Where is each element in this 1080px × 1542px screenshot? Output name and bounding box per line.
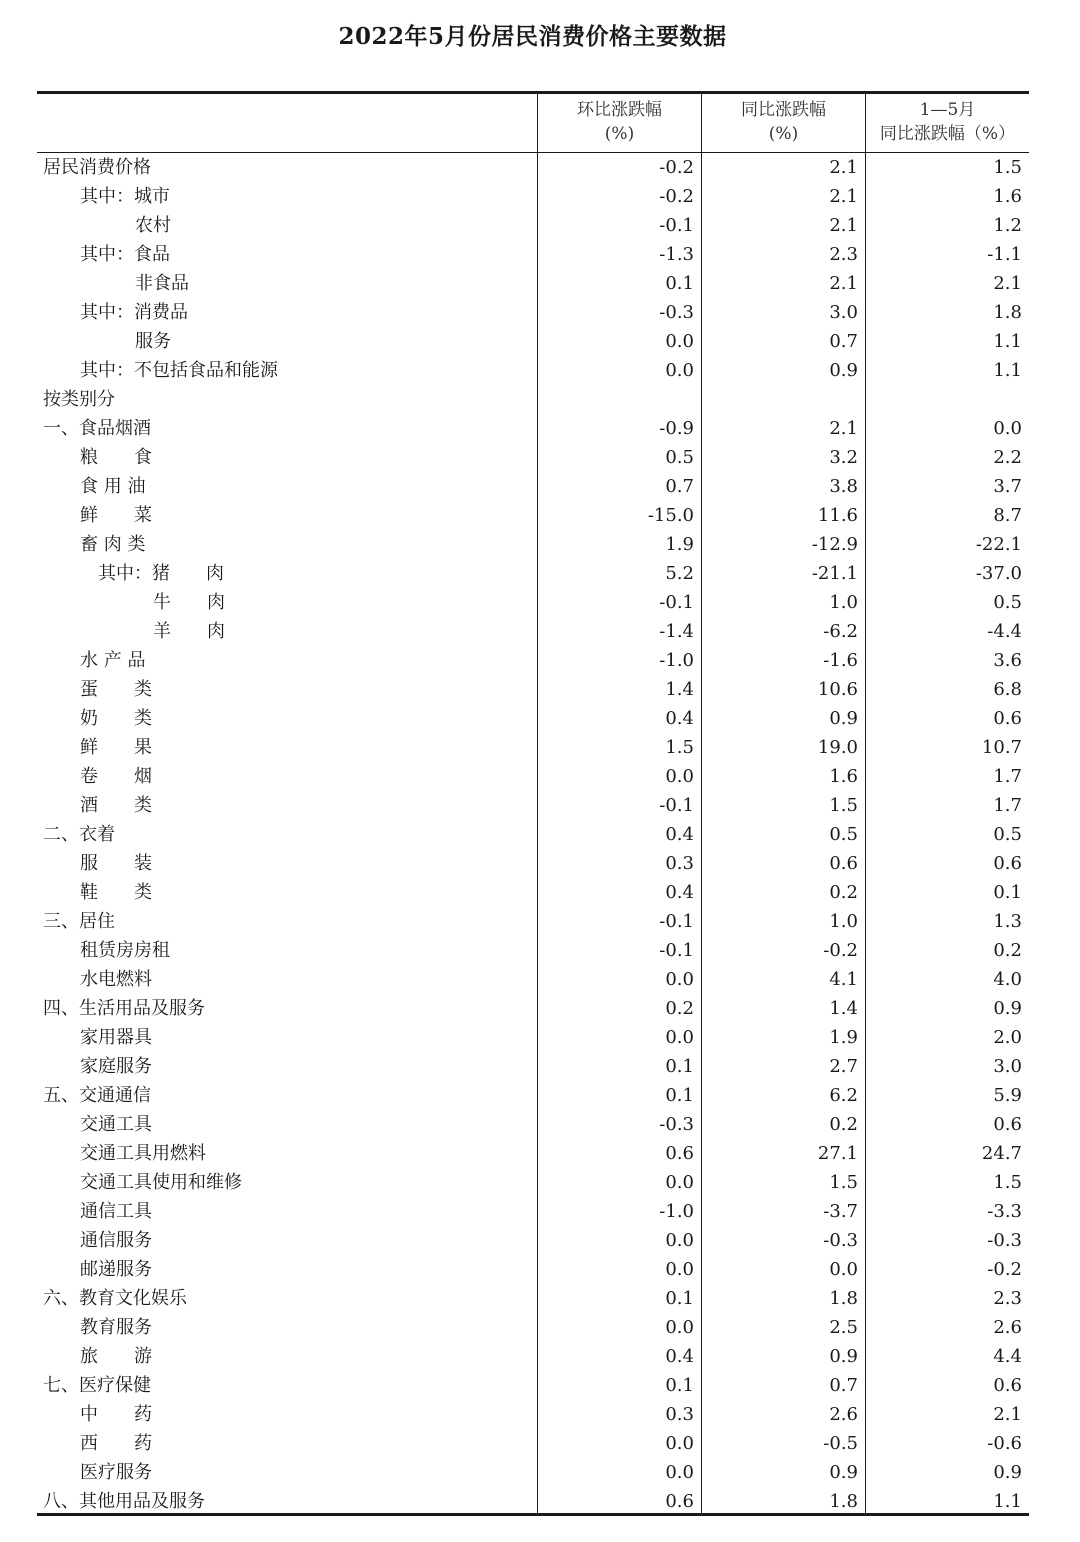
table-row — [0, 646, 1080, 675]
column-header-yoy — [702, 98, 865, 150]
yoy-value: 0.7 — [829, 331, 858, 352]
yoy-value: 19.0 — [817, 737, 858, 758]
table-row — [0, 1371, 1080, 1400]
ytd-value: 1.1 — [993, 331, 1022, 352]
mom-value: -1.0 — [659, 1201, 694, 1222]
mom-value: -1.4 — [659, 621, 694, 642]
mom-value: -0.1 — [659, 795, 694, 816]
table-row — [0, 1081, 1080, 1110]
ytd-value: 5.9 — [993, 1085, 1022, 1106]
ytd-value: 2.1 — [993, 273, 1022, 294]
yoy-value: 2.6 — [829, 1404, 858, 1425]
yoy-value: 1.6 — [829, 766, 858, 787]
table-row — [0, 588, 1080, 617]
table-row — [0, 878, 1080, 907]
table-row — [0, 965, 1080, 994]
row-label: 教育服务 — [80, 1317, 152, 1338]
ytd-value: 0.9 — [993, 998, 1022, 1019]
yoy-value: -1.6 — [823, 650, 858, 671]
ytd-value: 8.7 — [993, 505, 1022, 526]
mom-value: -0.9 — [659, 418, 694, 439]
yoy-value: 3.0 — [829, 302, 858, 323]
mom-value: 0.1 — [665, 1085, 694, 1106]
yoy-value: -21.1 — [811, 563, 858, 584]
row-label: 卷 烟 — [80, 766, 152, 787]
row-label: 中 药 — [80, 1404, 152, 1425]
mom-value: 0.0 — [665, 1462, 694, 1483]
yoy-value: -6.2 — [823, 621, 858, 642]
table-row — [0, 1255, 1080, 1284]
mom-value: 0.1 — [665, 273, 694, 294]
ytd-value: 0.5 — [993, 592, 1022, 613]
table-row — [0, 704, 1080, 733]
yoy-value: -0.5 — [823, 1433, 858, 1454]
table-top-rule — [37, 91, 1029, 94]
ytd-value: 0.5 — [993, 824, 1022, 845]
mom-value: -0.2 — [659, 157, 694, 178]
mom-value: 0.0 — [665, 360, 694, 381]
ytd-value: 0.6 — [993, 1114, 1022, 1135]
yoy-value: 0.9 — [829, 708, 858, 729]
yoy-value: -0.2 — [823, 940, 858, 961]
ytd-value: 2.0 — [993, 1027, 1022, 1048]
table-row — [0, 443, 1080, 472]
mom-value: 1.4 — [665, 679, 694, 700]
mom-value: 0.0 — [665, 766, 694, 787]
ytd-value: 4.4 — [993, 1346, 1022, 1367]
column-header-line: 1—5月 — [919, 100, 976, 120]
row-label: 其中：城市 — [80, 186, 170, 207]
row-label: 服务 — [135, 331, 171, 352]
page-title: 2022年5月份居民消费价格主要数据 — [338, 23, 727, 50]
mom-value: 0.7 — [665, 476, 694, 497]
mom-value: -1.3 — [659, 244, 694, 265]
row-label: 其中：不包括食品和能源 — [80, 360, 278, 381]
row-label: 邮递服务 — [80, 1259, 152, 1280]
mom-value: -1.0 — [659, 650, 694, 671]
table-row — [0, 1284, 1080, 1313]
mom-value: 0.5 — [665, 447, 694, 468]
row-label: 一、食品烟酒 — [43, 418, 151, 439]
row-label: 水 产 品 — [80, 650, 146, 671]
ytd-value: 3.7 — [993, 476, 1022, 497]
mom-value: 0.0 — [665, 1230, 694, 1251]
column-header-line: (%) — [768, 124, 799, 144]
table-row — [0, 414, 1080, 443]
table-row — [0, 1429, 1080, 1458]
ytd-value: 3.0 — [993, 1056, 1022, 1077]
yoy-value: 0.9 — [829, 360, 858, 381]
table-row — [0, 1487, 1080, 1516]
mom-value: 0.2 — [665, 998, 694, 1019]
mom-value: 0.4 — [665, 882, 694, 903]
table-row — [0, 327, 1080, 356]
row-label: 水电燃料 — [80, 969, 152, 990]
mom-value: -0.3 — [659, 1114, 694, 1135]
mom-value: 0.0 — [665, 969, 694, 990]
ytd-value: 2.2 — [993, 447, 1022, 468]
row-label: 八、其他用品及服务 — [43, 1491, 205, 1512]
mom-value: 0.6 — [665, 1143, 694, 1164]
ytd-value: 1.1 — [993, 1491, 1022, 1512]
yoy-value: 4.1 — [829, 969, 858, 990]
ytd-value: 1.5 — [993, 1172, 1022, 1193]
yoy-value: 2.1 — [829, 186, 858, 207]
mom-value: -0.1 — [659, 592, 694, 613]
row-label: 四、生活用品及服务 — [43, 998, 205, 1019]
mom-value: 0.3 — [665, 1404, 694, 1425]
table-row — [0, 298, 1080, 327]
ytd-value: 0.6 — [993, 708, 1022, 729]
table-row — [0, 182, 1080, 211]
table-row — [0, 994, 1080, 1023]
row-label: 租赁房房租 — [80, 940, 170, 961]
row-label: 六、教育文化娱乐 — [43, 1288, 187, 1309]
mom-value: -0.3 — [659, 302, 694, 323]
row-label: 鲜 菜 — [80, 505, 152, 526]
mom-value: 0.0 — [665, 1317, 694, 1338]
row-label: 三、居住 — [43, 911, 115, 932]
table-row — [0, 1400, 1080, 1429]
yoy-value: 2.5 — [829, 1317, 858, 1338]
mom-value: 0.0 — [665, 1259, 694, 1280]
row-label: 家庭服务 — [80, 1056, 152, 1077]
ytd-value: 0.2 — [993, 940, 1022, 961]
yoy-value: 0.2 — [829, 882, 858, 903]
yoy-value: 1.5 — [829, 795, 858, 816]
table-row — [0, 849, 1080, 878]
yoy-value: 1.0 — [829, 911, 858, 932]
row-label: 五、交通通信 — [43, 1085, 151, 1106]
table-row — [0, 1342, 1080, 1371]
column-header-line: 同比涨跌幅 — [741, 100, 826, 120]
ytd-value: -3.3 — [987, 1201, 1022, 1222]
mom-value: 0.4 — [665, 708, 694, 729]
table-row — [0, 1313, 1080, 1342]
ytd-value: 3.6 — [993, 650, 1022, 671]
yoy-value: 1.9 — [829, 1027, 858, 1048]
row-label: 牛 肉 — [153, 592, 225, 613]
ytd-value: 1.2 — [993, 215, 1022, 236]
mom-value: 0.3 — [665, 853, 694, 874]
row-label: 通信工具 — [80, 1201, 152, 1222]
row-label: 医疗服务 — [80, 1462, 152, 1483]
table-row — [0, 530, 1080, 559]
table-row — [0, 733, 1080, 762]
ytd-value: 0.1 — [993, 882, 1022, 903]
ytd-value: -22.1 — [975, 534, 1022, 555]
table-row — [0, 1168, 1080, 1197]
ytd-value: 0.9 — [993, 1462, 1022, 1483]
yoy-value: 3.2 — [829, 447, 858, 468]
yoy-value: 0.2 — [829, 1114, 858, 1135]
row-label: 按类别分 — [43, 389, 115, 410]
mom-value: 0.0 — [665, 1172, 694, 1193]
mom-value: 0.0 — [665, 331, 694, 352]
row-label: 奶 类 — [80, 708, 152, 729]
mom-value: -15.0 — [647, 505, 694, 526]
table-row — [0, 907, 1080, 936]
mom-value: 0.4 — [665, 824, 694, 845]
row-label: 酒 类 — [80, 795, 152, 816]
ytd-value: -0.2 — [987, 1259, 1022, 1280]
yoy-value: 0.7 — [829, 1375, 858, 1396]
table-row — [0, 617, 1080, 646]
yoy-value: -0.3 — [823, 1230, 858, 1251]
yoy-value: 6.2 — [829, 1085, 858, 1106]
table-row — [0, 1023, 1080, 1052]
mom-value: 0.0 — [665, 1027, 694, 1048]
row-label: 服 装 — [80, 853, 152, 874]
row-label: 西 药 — [80, 1433, 152, 1454]
mom-value: 1.5 — [665, 737, 694, 758]
row-label: 其中：食品 — [80, 244, 170, 265]
ytd-value: 1.8 — [993, 302, 1022, 323]
mom-value: 5.2 — [665, 563, 694, 584]
row-label: 粮 食 — [80, 447, 152, 468]
mom-value: 0.6 — [665, 1491, 694, 1512]
ytd-value: -37.0 — [975, 563, 1022, 584]
row-label: 农村 — [135, 215, 171, 236]
column-header-line: 同比涨跌幅（%） — [879, 124, 1016, 144]
ytd-value: 10.7 — [981, 737, 1022, 758]
row-label: 通信服务 — [80, 1230, 152, 1251]
mom-value: 0.1 — [665, 1375, 694, 1396]
row-label: 非食品 — [135, 273, 189, 294]
yoy-value: 1.5 — [829, 1172, 858, 1193]
table-row — [0, 153, 1080, 182]
ytd-value: 1.1 — [993, 360, 1022, 381]
ytd-value: 2.1 — [993, 1404, 1022, 1425]
row-label: 羊 肉 — [153, 621, 225, 642]
table-row — [0, 675, 1080, 704]
table-body — [0, 153, 1080, 1516]
mom-value: -0.2 — [659, 186, 694, 207]
row-label: 旅 游 — [80, 1346, 152, 1367]
mom-value: -0.1 — [659, 940, 694, 961]
yoy-value: 11.6 — [817, 505, 858, 526]
column-header-mom — [538, 98, 701, 150]
ytd-value: 0.6 — [993, 1375, 1022, 1396]
mom-value: -0.1 — [659, 911, 694, 932]
ytd-value: 6.8 — [993, 679, 1022, 700]
mom-value: 1.9 — [665, 534, 694, 555]
yoy-value: 0.9 — [829, 1346, 858, 1367]
table-row — [0, 762, 1080, 791]
yoy-value: 2.1 — [829, 273, 858, 294]
table-row — [0, 936, 1080, 965]
row-label: 交通工具使用和维修 — [80, 1172, 242, 1193]
yoy-value: 1.4 — [829, 998, 858, 1019]
row-label: 畜 肉 类 — [80, 534, 146, 555]
row-label: 其中：消费品 — [80, 302, 188, 323]
row-label: 交通工具用燃料 — [80, 1143, 206, 1164]
yoy-value: 0.9 — [829, 1462, 858, 1483]
table-row — [0, 472, 1080, 501]
ytd-value: 2.6 — [993, 1317, 1022, 1338]
column-header-line: 环比涨跌幅 — [577, 100, 662, 120]
table-row — [0, 559, 1080, 588]
yoy-value: 2.1 — [829, 418, 858, 439]
yoy-value: 2.3 — [829, 244, 858, 265]
yoy-value: 2.1 — [829, 215, 858, 236]
ytd-value: 0.6 — [993, 853, 1022, 874]
row-label: 七、医疗保健 — [43, 1375, 151, 1396]
yoy-value: -3.7 — [823, 1201, 858, 1222]
mom-value: 0.1 — [665, 1288, 694, 1309]
yoy-value: 1.8 — [829, 1288, 858, 1309]
yoy-value: -12.9 — [811, 534, 858, 555]
column-header-ytd — [866, 98, 1029, 150]
table-row — [0, 791, 1080, 820]
yoy-value: 3.8 — [829, 476, 858, 497]
ytd-value: 1.3 — [993, 911, 1022, 932]
ytd-value: -0.6 — [987, 1433, 1022, 1454]
table-row — [0, 1197, 1080, 1226]
table-row — [0, 211, 1080, 240]
table-row — [0, 269, 1080, 298]
ytd-value: -1.1 — [987, 244, 1022, 265]
ytd-value: 0.0 — [993, 418, 1022, 439]
table-row — [0, 501, 1080, 530]
yoy-value: 2.1 — [829, 157, 858, 178]
yoy-value: 2.7 — [829, 1056, 858, 1077]
table-row — [0, 385, 1080, 414]
table-row — [0, 240, 1080, 269]
ytd-value: 1.6 — [993, 186, 1022, 207]
yoy-value: 1.0 — [829, 592, 858, 613]
table-row — [0, 356, 1080, 385]
row-label: 家用器具 — [80, 1027, 152, 1048]
ytd-value: 1.7 — [993, 795, 1022, 816]
row-label: 交通工具 — [80, 1114, 152, 1135]
ytd-value: -4.4 — [987, 621, 1022, 642]
yoy-value: 27.1 — [817, 1143, 858, 1164]
row-label: 二、衣着 — [43, 824, 115, 845]
row-label: 其中：猪 肉 — [98, 563, 224, 584]
yoy-value: 10.6 — [817, 679, 858, 700]
ytd-value: 1.5 — [993, 157, 1022, 178]
row-label: 蛋 类 — [80, 679, 152, 700]
mom-value: 0.0 — [665, 1433, 694, 1454]
row-label: 居民消费价格 — [43, 157, 151, 178]
ytd-value: 1.7 — [993, 766, 1022, 787]
table-row — [0, 1458, 1080, 1487]
row-label: 鞋 类 — [80, 882, 152, 903]
ytd-value: 2.3 — [993, 1288, 1022, 1309]
yoy-value: 0.0 — [829, 1259, 858, 1280]
yoy-value: 0.6 — [829, 853, 858, 874]
mom-value: 0.1 — [665, 1056, 694, 1077]
ytd-value: 4.0 — [993, 969, 1022, 990]
row-label: 鲜 果 — [80, 737, 152, 758]
ytd-value: -0.3 — [987, 1230, 1022, 1251]
ytd-value: 24.7 — [981, 1143, 1022, 1164]
table-row — [0, 1226, 1080, 1255]
yoy-value: 0.5 — [829, 824, 858, 845]
column-header-line: (%) — [604, 124, 635, 144]
table-row — [0, 1052, 1080, 1081]
yoy-value: 1.8 — [829, 1491, 858, 1512]
mom-value: 0.4 — [665, 1346, 694, 1367]
table-row — [0, 1110, 1080, 1139]
row-label: 食 用 油 — [80, 476, 146, 497]
table-row — [0, 1139, 1080, 1168]
mom-value: -0.1 — [659, 215, 694, 236]
table-row — [0, 820, 1080, 849]
